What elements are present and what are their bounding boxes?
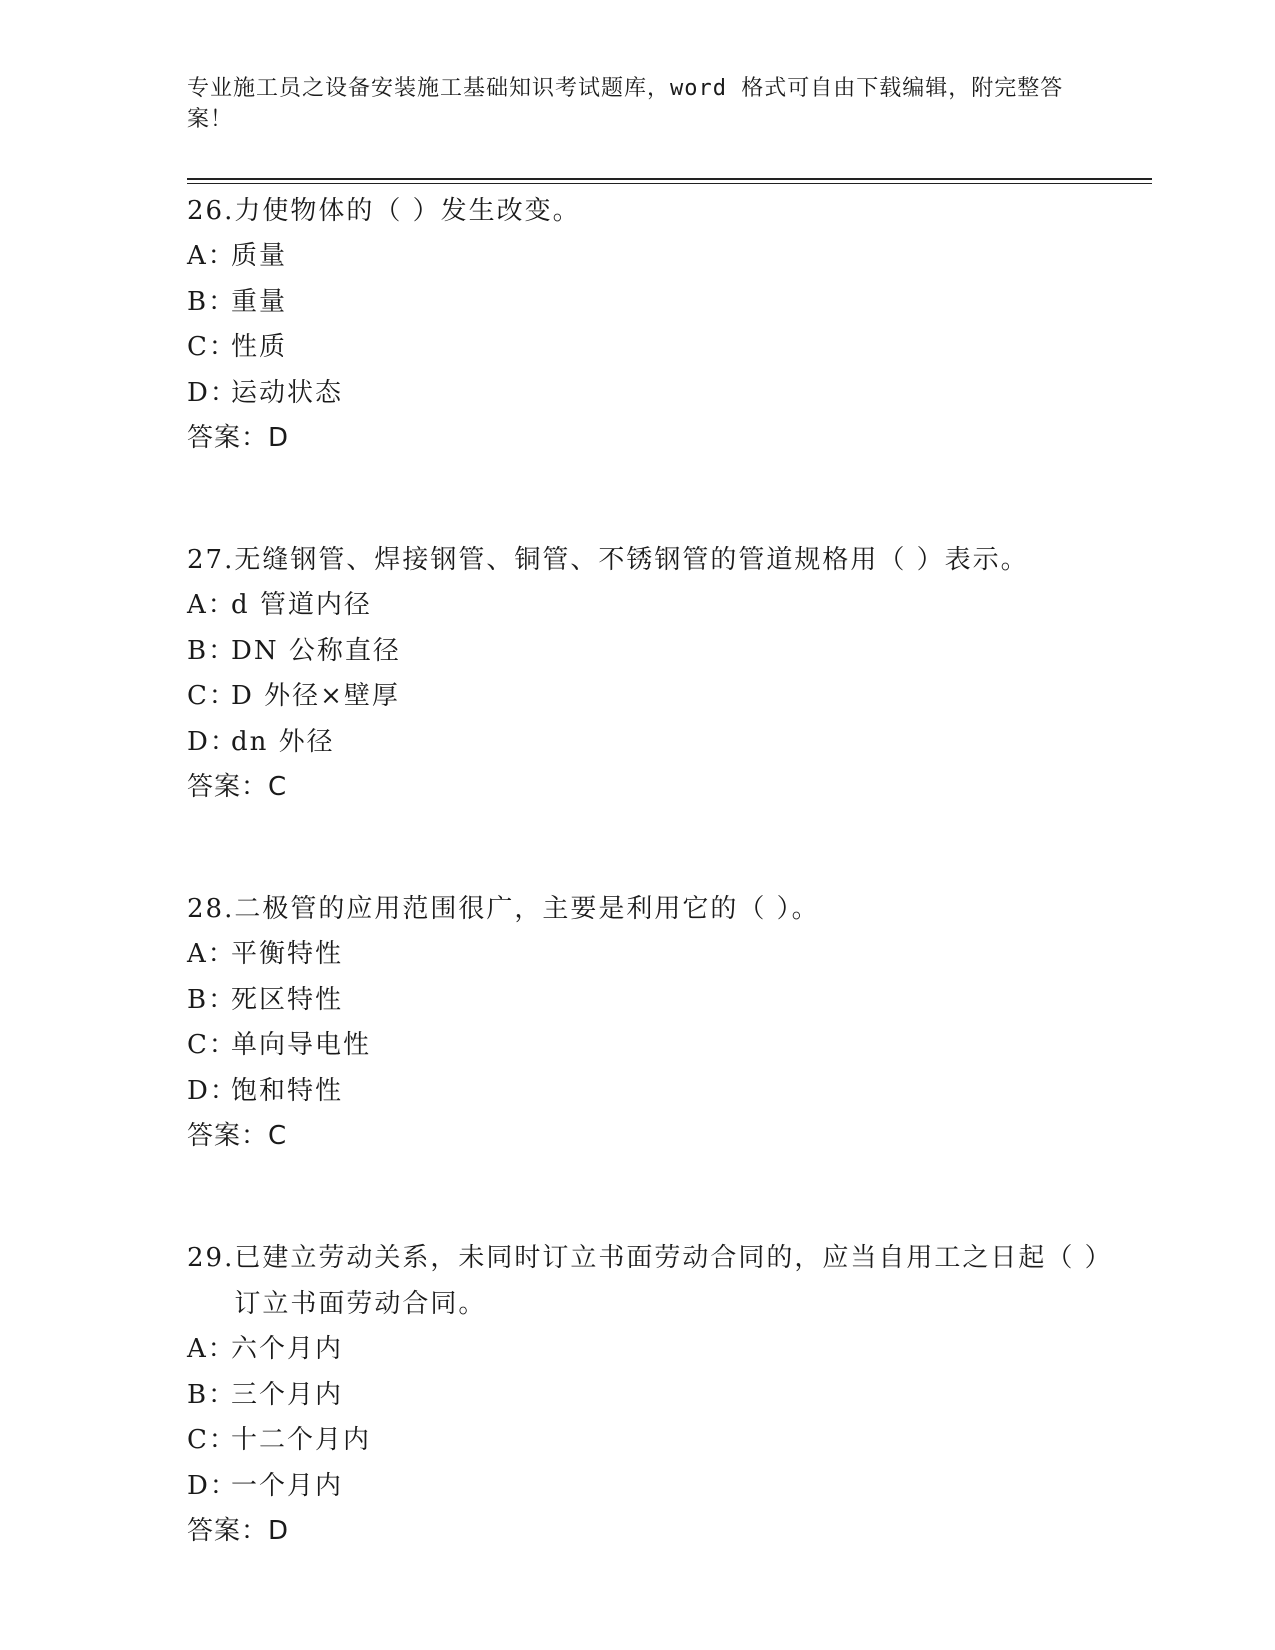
option-text: 质量	[231, 241, 288, 271]
answer: 答案：C	[187, 772, 288, 802]
answer: 答案：D	[187, 1516, 290, 1546]
question-number: 29.	[187, 1243, 235, 1273]
answer: 答案：C	[187, 1121, 288, 1151]
option-b	[187, 629, 1107, 675]
question-stem	[187, 886, 1107, 932]
question-number: 28.	[187, 894, 235, 924]
option-text: 一个月内	[231, 1470, 344, 1501]
option-text: DN 公称直径	[231, 635, 401, 666]
question-list	[187, 188, 1107, 1554]
option-d	[187, 371, 1107, 417]
option-text: 死区特性	[231, 984, 344, 1015]
option-text: 三个月内	[231, 1379, 344, 1410]
question-29	[187, 1235, 1107, 1554]
option-a	[187, 234, 1107, 280]
option-key: B：	[187, 635, 237, 666]
header-rule-thin	[187, 183, 1152, 184]
question-text: 二极管的应用范围很广，主要是利用它的（ ）。	[234, 894, 820, 924]
option-text: 平衡特性	[231, 939, 344, 969]
option-a	[187, 932, 1107, 978]
option-key: D：	[187, 726, 238, 757]
question-number: 26.	[187, 196, 235, 226]
option-key: D：	[187, 1470, 238, 1501]
option-key: C：	[187, 1030, 237, 1060]
option-key: C：	[187, 1425, 237, 1455]
option-c	[187, 1418, 1107, 1464]
question-stem	[187, 1235, 1107, 1327]
option-key: B：	[187, 1379, 237, 1410]
question-26	[187, 188, 1107, 461]
option-text: 运动状态	[231, 377, 344, 408]
option-a	[187, 583, 1107, 629]
option-text: 饱和特性	[231, 1075, 344, 1106]
question-spacer	[187, 1159, 1107, 1235]
header-rule-thick	[187, 178, 1152, 180]
option-text: D 外径×壁厚	[231, 681, 400, 711]
option-key: B：	[187, 984, 237, 1015]
option-key: D：	[187, 1075, 238, 1106]
option-text: 重量	[231, 286, 288, 317]
option-key: B：	[187, 286, 237, 317]
option-c	[187, 1023, 1107, 1069]
question-spacer	[187, 810, 1107, 886]
option-key: C：	[187, 332, 237, 362]
option-d	[187, 1464, 1107, 1510]
option-text: 单向导电性	[231, 1030, 372, 1060]
option-key: A：	[187, 939, 236, 969]
option-c	[187, 325, 1107, 371]
option-text: 性质	[231, 332, 288, 362]
option-key: A：	[187, 590, 236, 620]
option-d	[187, 720, 1107, 766]
option-key: A：	[187, 1334, 236, 1364]
question-27	[187, 537, 1107, 810]
question-stem	[187, 188, 1107, 234]
option-text: 六个月内	[231, 1334, 344, 1364]
question-text: 无缝钢管、焊接钢管、铜管、不锈钢管的管道规格用（ ）表示。	[234, 545, 1029, 575]
question-28	[187, 886, 1107, 1159]
option-text: 十二个月内	[231, 1425, 372, 1455]
option-b	[187, 1373, 1107, 1419]
option-key: A：	[187, 241, 236, 271]
question-stem	[187, 537, 1107, 583]
option-text: d 管道内径	[231, 590, 372, 620]
option-text: dn 外径	[231, 726, 335, 757]
document-header: 专业施工员之设备安装施工基础知识考试题库，word 格式可自由下载编辑，附完整答案！	[187, 76, 1064, 132]
question-text: 已建立劳动关系，未同时订立书面劳动合同的，应当自用工之日起（ ）订立书面劳动合同。	[234, 1243, 1100, 1319]
question-spacer	[187, 461, 1107, 537]
option-b	[187, 978, 1107, 1024]
answer: 答案：D	[187, 423, 290, 453]
option-d	[187, 1069, 1107, 1115]
option-c	[187, 674, 1107, 720]
option-a	[187, 1327, 1107, 1373]
question-text: 力使物体的（ ）发生改变。	[234, 196, 581, 226]
option-key: D：	[187, 377, 238, 408]
option-b	[187, 280, 1107, 326]
question-number: 27.	[187, 545, 235, 575]
option-key: C：	[187, 681, 237, 711]
